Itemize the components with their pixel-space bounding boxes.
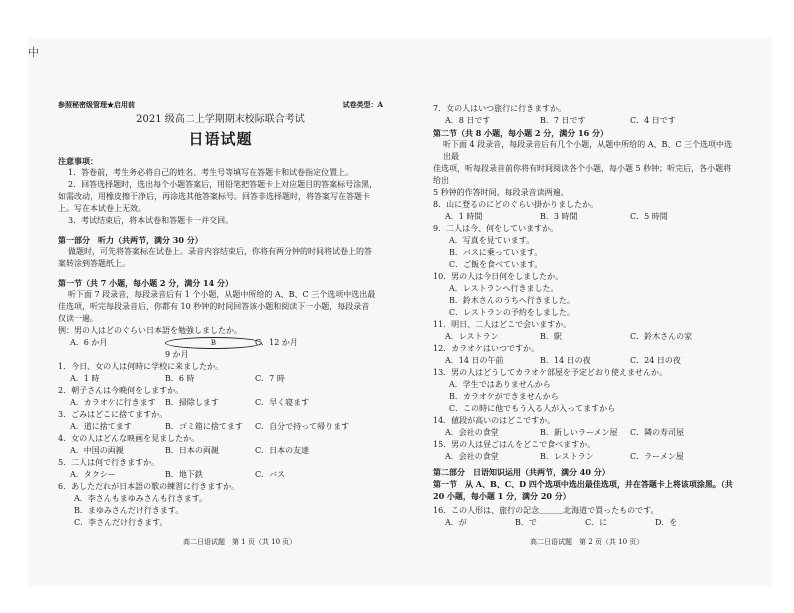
subject-title: 日语试题 bbox=[188, 129, 253, 148]
note-line: 如需改动，用橡皮擦干净后，再涂选其他答案标号。回答非选择题时，将答案写在答题卡 bbox=[58, 192, 370, 201]
option: C．24 日の夜 bbox=[630, 356, 681, 365]
part2-section1: 第一节 从 A、B、C、D 四个选项中选出最佳选项，并在答题卡上将该项涂黑。（共 bbox=[433, 479, 733, 489]
option: A．が bbox=[445, 518, 467, 527]
option: B．カラオケができませんから bbox=[449, 392, 559, 401]
option: A．1 時間 bbox=[445, 212, 483, 221]
question-options bbox=[58, 469, 383, 481]
question-options bbox=[433, 451, 733, 463]
option: C．ラーメン屋 bbox=[630, 452, 684, 461]
section2-desc: 5 秒钟的作答时间。每段录音读两遍。 bbox=[433, 188, 569, 197]
option: B．6 時 bbox=[165, 374, 195, 383]
option: B．鈴木さんのうちへ行きました。 bbox=[449, 296, 575, 305]
question: 8．山に登るのにどのぐらい掛かりましたか。 bbox=[433, 200, 599, 209]
part1-heading: 第一部分 听力（共两节，满分 30 分） bbox=[58, 235, 203, 245]
section1-desc: 听下面 7 段录音，每段录音后有 1 个小题，从题中所给的 A、B、C 三个选项中选出最 bbox=[68, 290, 376, 299]
question-options bbox=[433, 427, 733, 439]
question: 2．朝子さんは今晩何をしますか。 bbox=[58, 386, 184, 395]
option: B．駅 bbox=[540, 332, 562, 341]
question-options bbox=[58, 445, 383, 457]
secret-label: 参照秘密级管理★启用前 bbox=[58, 100, 135, 109]
option: A．6 か月 bbox=[70, 338, 108, 347]
option: A．李さんもまゆみさんも行きます。 bbox=[74, 494, 208, 503]
option: C．ご飯を食べています。 bbox=[449, 260, 543, 269]
question: 1．今日、女の人は何時に学校に来ましたか。 bbox=[58, 362, 224, 371]
section1-heading: 第一节（共 7 小题，每小题 2 分，满分 14 分） bbox=[58, 278, 233, 288]
question: 15．男の人は昼ごはんをどこで食べますか。 bbox=[433, 440, 596, 449]
option: A．1 時 bbox=[70, 374, 100, 383]
option: B．7 日です bbox=[540, 116, 586, 125]
option: A．道に捨てます bbox=[70, 422, 132, 431]
question-options bbox=[433, 115, 733, 127]
circled-answer: B bbox=[165, 337, 262, 349]
part1-desc: 做题时，可先将答案标在试卷上。录音内容结束后，你将有两分钟的时间将试卷上的答 bbox=[68, 247, 372, 256]
option: A．レストランへ行きました。 bbox=[449, 284, 559, 293]
option: C．に bbox=[585, 518, 608, 527]
part2-heading: 第二部分 日语知识运用（共两节，满分 40 分） bbox=[433, 467, 610, 477]
question: 12．カラオケはいつですか。 bbox=[433, 344, 540, 353]
option: C．鈴木さんの家 bbox=[630, 332, 693, 341]
part1-desc: 案转涂到答题纸上。 bbox=[58, 259, 130, 268]
option: B．ゴミ箱に捨てます bbox=[165, 422, 243, 431]
question-options bbox=[58, 421, 383, 433]
question: 10．男の人は今日何をしましたか。 bbox=[433, 272, 564, 281]
question: 9．二人は今、何をしていますか。 bbox=[433, 224, 559, 233]
option: A．写真を見ています。 bbox=[449, 236, 535, 245]
question: 14．値段が高いのはどこですか。 bbox=[433, 416, 556, 425]
option: A．タクシー bbox=[70, 470, 116, 479]
option: A．14 日の午前 bbox=[445, 356, 504, 365]
section1-desc: 佳选项，听完每段录音后，你都有 10 秒钟的时间回答该小题和阅读下一小题，每段录音 bbox=[58, 302, 370, 311]
option: C．12 か月 bbox=[255, 338, 298, 347]
question: 6．あしただれが日本語の歌の練習に行きますか。 bbox=[58, 482, 240, 491]
option: C．この時に他でもう入る人が入ってますから bbox=[449, 404, 616, 413]
page-2-footer: 高二日语试题 第 2 页（共 10 页） bbox=[530, 538, 644, 546]
option: B．新しいラーメン屋 bbox=[540, 428, 618, 437]
option: C．自分で持って帰ります bbox=[255, 422, 350, 431]
notes-heading: 注意事项： bbox=[58, 156, 98, 166]
corner-mark: 中 bbox=[28, 46, 39, 59]
option: C．早く寝ます bbox=[255, 398, 310, 407]
note-line: 1．答卷前，考生务必将自己的姓名、考生号等填写在答题卡和试卷指定位置上。 bbox=[68, 168, 354, 177]
option: B．まゆみさんだけ行きます。 bbox=[74, 506, 184, 515]
option: C．李さんだけ行きます。 bbox=[74, 518, 168, 527]
option: C．バス bbox=[255, 470, 286, 479]
section2-desc: 佳选项，听每段录音前你将有时间阅读各个小题，每小题 5 秒钟；听完后，各小题将给出 bbox=[433, 164, 732, 185]
option: B．地下鉄 bbox=[165, 470, 203, 479]
option: A．会社の食堂 bbox=[445, 428, 499, 437]
option: B．で bbox=[515, 518, 537, 527]
section2-heading: 第二节（共 8 小题，每小题 2 分，满分 16 分） bbox=[433, 128, 608, 138]
option: B．14 日の夜 bbox=[540, 356, 591, 365]
example-question: 例：男の人はどのぐらい日本語を勉強しましたか。 bbox=[58, 326, 242, 335]
option: A．レストラン bbox=[445, 332, 499, 341]
note-line: 上。写在本试卷上无效。 bbox=[58, 204, 146, 213]
page-header bbox=[58, 100, 383, 111]
question-options bbox=[433, 355, 733, 367]
note-line: 2．回答选择题时，选出每个小题答案后，用铅笔把答题卡上对应题目的答案标号涂黑， bbox=[68, 180, 378, 189]
option: C．レストランの予約をしました。 bbox=[449, 308, 575, 317]
question: 16．この人形は、旅行の記念＿＿＿北海道で買ったものです。 bbox=[433, 506, 659, 515]
section1-desc: 仅读一遍。 bbox=[58, 314, 98, 323]
paper-type: 试卷类型：A bbox=[342, 100, 383, 109]
question-options bbox=[433, 211, 733, 223]
option: C．4 日です bbox=[630, 116, 676, 125]
question: 4．女の人はどんな映画を見ましたか。 bbox=[58, 434, 200, 443]
question-options bbox=[58, 397, 383, 409]
option: C．隣の寿司屋 bbox=[630, 428, 685, 437]
part2-section1-cont: 20 小题，每小题 1 分，满分 20 分） bbox=[433, 491, 571, 501]
question: 5．二人は何で行きますか。 bbox=[58, 458, 160, 467]
question-options bbox=[433, 517, 733, 529]
option: A．会社の食堂 bbox=[445, 452, 499, 461]
option: B．掃除します bbox=[165, 398, 219, 407]
option: C．日本の友達 bbox=[255, 446, 310, 455]
option: B．3 時間 bbox=[540, 212, 578, 221]
question: 11．明日、二人はどこで会いますか。 bbox=[433, 320, 572, 329]
example-options bbox=[58, 337, 383, 361]
question: 7．女の人はいつ旅行に行きますか。 bbox=[433, 104, 567, 113]
note-line: 3．考试结束后，将本试卷和答题卡一并交回。 bbox=[68, 216, 234, 225]
page-1 bbox=[58, 100, 383, 529]
exam-title: 2021 级高二上学期期末校际联合考试 bbox=[136, 113, 305, 125]
option: A．カラオケに行きます bbox=[70, 398, 156, 407]
option: D．を bbox=[655, 518, 678, 527]
option: A．学生ではありませんから bbox=[449, 380, 551, 389]
page-1-footer: 高二日语试题 第 1 页（共 10 页） bbox=[183, 538, 297, 546]
option: A．8 日です bbox=[445, 116, 491, 125]
page-2 bbox=[433, 103, 733, 529]
option: B．バスに乗っています。 bbox=[449, 248, 543, 257]
option-circled: B9 か月 bbox=[165, 337, 255, 361]
section2-desc: 听下面 4 段录音，每段录音后有几个小题，从题中所给的 A、B、C 三个选项中选出最 bbox=[443, 140, 733, 161]
option: C．5 時間 bbox=[630, 212, 668, 221]
option: A．中国の両親 bbox=[70, 446, 124, 455]
question: 13．男の人はどうしてカラオケ部屋を予定どおり使えませんか。 bbox=[433, 368, 668, 377]
option: B．日本の両親 bbox=[165, 446, 219, 455]
question: 3．ごみはどこに捨てますか。 bbox=[58, 410, 168, 419]
question-list bbox=[433, 199, 733, 463]
option: B．レストラン bbox=[540, 452, 594, 461]
option: C．7 時 bbox=[255, 374, 285, 383]
question-options bbox=[58, 373, 383, 385]
question-options bbox=[433, 331, 733, 343]
